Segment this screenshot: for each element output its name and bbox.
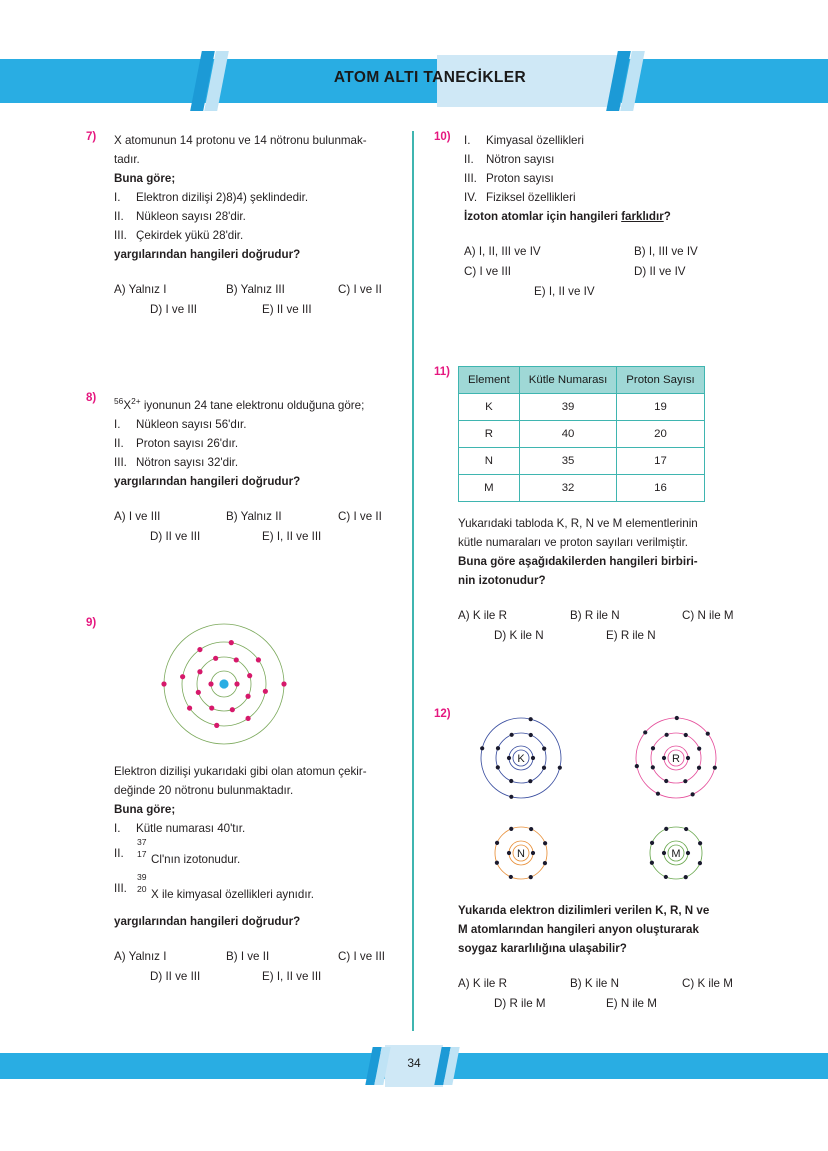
question-12-number: 12) [434,708,451,720]
question-8-charge: 2+ [131,396,141,406]
table-cell-element-r: R [459,421,520,448]
atom-label-n: N [517,848,525,860]
table-row [459,475,705,502]
question-7-stem-line-1: X atomunun 14 protonu ve 14 nötronu bulunmak- [114,134,367,147]
question-10-option-d[interactable]: D) II ve IV [634,265,686,278]
table-cell-proton-m: 16 [617,475,704,502]
table-cell-element-m: M [459,475,520,502]
question-7-item-2-text: Nükleon sayısı 28'dir. [136,210,246,223]
question-12-option-b[interactable]: B) K ile N [570,977,619,990]
question-12-atoms-svg [458,708,758,893]
question-11-question-line-1: Buna göre aşağıdakilerden hangileri birbiri- [458,555,698,568]
question-8-item-2 [114,434,416,453]
question-12-atom-diagrams [458,708,764,893]
question-9-stem-line-1: Elektron dizilişi yukarıdaki gibi olan atomun çekir- [114,764,367,778]
question-7-option-c[interactable]: C) I ve II [338,283,382,296]
question-10-item-3-text: Proton sayısı [486,172,554,185]
page-footer [0,1053,828,1079]
question-10-item-2 [464,150,764,169]
table-cell-mass-r: 40 [519,421,617,448]
question-10-item-1-text: Kimyasal özellikleri [486,134,584,147]
table-cell-mass-n: 35 [519,448,617,475]
question-8-item-2-label: II. [114,436,124,450]
question-7-item-3 [114,226,416,245]
question-7-item-1 [114,188,416,207]
question-11-stem-line-2: kütle numaraları ve proton sayıları verilmiştir. [458,536,689,549]
table-cell-proton-k: 19 [617,394,704,421]
question-9-item-3-isotope [136,871,151,898]
left-column [86,131,416,987]
question-11-stem-line-1: Yukarıdaki tabloda K, R, N ve M elementlerinin [458,517,698,530]
question-8-item-3 [114,453,416,472]
question-12-question-line-2: M atomlarından hangileri anyon oluşturarak [458,923,699,936]
question-8-option-c[interactable]: C) I ve II [338,509,382,523]
question-9-item-2-atomic: 17 [137,848,147,859]
question-8-options [114,507,416,547]
question-8-item-1 [114,415,416,434]
question-11 [434,366,764,646]
question-7-option-a[interactable]: A) Yalnız I [114,283,167,296]
question-9-option-e[interactable]: E) I, II ve III [262,969,322,983]
page-header [0,59,828,103]
question-8-question: yargılarından hangileri doğrudur? [114,474,301,488]
question-7-question: yargılarından hangileri doğrudur? [114,248,301,261]
question-8-option-a[interactable]: A) I ve III [114,509,161,523]
question-9 [86,617,416,987]
question-10-item-3-label: III. [464,172,477,185]
question-8-mass-number: 56 [114,396,124,406]
question-7-item-2 [114,207,416,226]
question-8-item-2-text: Proton sayısı 26'dır. [136,436,239,450]
question-11-option-b[interactable]: B) R ile N [570,609,620,622]
table-header-row [459,367,705,394]
question-12-option-a[interactable]: A) K ile R [458,977,507,990]
question-7-option-b[interactable]: B) Yalnız III [226,283,285,296]
table-header-proton-count: Proton Sayısı [617,367,704,394]
question-9-item-3 [114,871,416,904]
bohr-atom-diagram [152,617,416,752]
question-10-question-post: ? [663,210,671,223]
question-10-option-e[interactable]: E) I, II ve IV [534,285,595,298]
question-10-item-3 [464,169,764,188]
question-11-number: 11) [434,366,450,378]
question-8-option-b[interactable]: B) Yalnız II [226,509,282,523]
table-header-mass-number: Kütle Numarası [519,367,617,394]
question-10-option-c[interactable]: C) I ve III [464,265,512,278]
question-12-question-line-1: Yukarıda elektron dizilimleri verilen K, R, N ve [458,904,710,917]
question-9-item-1 [114,819,416,838]
question-10-item-4 [464,188,764,207]
table-row [459,421,705,448]
question-11-option-e[interactable]: E) R ile N [606,629,656,642]
question-10-options [464,242,764,302]
question-7 [86,131,416,320]
question-10-item-2-text: Nötron sayısı [486,153,555,166]
question-10-question [464,207,764,226]
question-8-item-3-text: Nötron sayısı 32'dir. [136,455,239,469]
question-8-item-3-label: III. [114,455,127,469]
question-8-symbol: X [123,398,132,412]
question-9-item-3-text: X ile kimyasal özellikleri aynıdır. [151,887,315,901]
question-9-option-d[interactable]: D) II ve III [150,969,201,983]
question-9-option-a[interactable]: A) Yalnız I [114,949,167,963]
question-8-option-d[interactable]: D) II ve III [150,529,201,543]
question-9-item-2-mass: 37 [137,836,147,847]
bohr-atom-svg [152,617,322,752]
question-7-options [114,280,416,320]
question-9-item-2-text: Cl'nın izotonudur. [151,852,241,866]
table-cell-mass-k: 39 [519,394,617,421]
page-title: ATOM ALTI TANECİKLER [333,69,527,86]
question-8-option-e[interactable]: E) I, II ve III [262,529,322,543]
question-9-option-b[interactable]: B) I ve II [226,949,270,963]
question-12 [434,708,764,1014]
question-9-item-1-label: I. [114,821,121,835]
table-cell-proton-n: 17 [617,448,704,475]
table-row [459,448,705,475]
table-row [459,394,705,421]
question-7-item-3-text: Çekirdek yükü 28'dir. [136,229,244,242]
page-number: 34 [407,1056,421,1070]
table-cell-mass-m: 32 [519,475,617,502]
question-11-option-d[interactable]: D) K ile N [494,629,544,642]
question-8-item-1-text: Nükleon sayısı 56'dır. [136,417,247,431]
question-10-option-b[interactable]: B) I, III ve IV [634,245,698,258]
question-10-item-2-label: II. [464,153,474,166]
question-9-item-3-label: III. [114,881,127,895]
question-7-stem-line-2: tadır. [114,153,140,166]
question-10-item-1 [464,131,764,150]
question-9-item-2-isotope [136,836,151,863]
question-8-item-1-label: I. [114,417,121,431]
question-9-option-c[interactable]: C) I ve III [338,949,386,963]
question-9-item-3-mass: 39 [137,871,147,882]
question-11-question-line-2: nin izotonudur? [458,574,546,587]
question-10-item-1-label: I. [464,134,471,147]
question-8 [86,392,416,547]
question-12-option-c[interactable]: C) K ile M [682,977,733,990]
question-7-option-e[interactable]: E) II ve III [262,303,312,316]
question-10-item-4-text: Fiziksel özellikleri [486,191,576,204]
question-12-option-e[interactable]: E) N ile M [606,997,657,1010]
question-10-question-pre: İzoton atomlar için hangileri [464,210,622,223]
question-9-item-2-label: II. [114,846,124,860]
table-cell-element-k: K [459,394,520,421]
question-9-item-1-text: Kütle numarası 40'tır. [136,821,246,835]
question-12-options [458,974,764,1014]
question-11-options [458,606,764,646]
question-7-item-3-label: III. [114,229,127,242]
question-9-item-3-atomic: 20 [137,883,147,894]
question-10 [434,131,764,302]
question-10-question-emphasis: farklıdır [621,210,664,223]
question-12-question-line-3: soygaz kararlılığına ulaşabilir? [458,942,627,955]
table-header-element: Element [459,367,520,394]
question-9-number: 9) [86,616,97,629]
table-cell-element-n: N [459,448,520,475]
table-cell-proton-r: 20 [617,421,704,448]
question-10-option-a[interactable]: A) I, II, III ve IV [464,245,541,258]
atom-label-k: K [517,753,525,765]
right-column [434,131,764,1014]
question-8-stem [114,392,416,415]
element-data-table [458,366,705,502]
question-8-number: 8) [86,392,97,404]
question-11-option-c[interactable]: C) N ile M [682,609,734,622]
atom-label-m: M [671,848,681,860]
atom-label-r: R [672,753,680,765]
question-9-question: yargılarından hangileri doğrudur? [114,914,301,928]
question-9-options [114,947,416,987]
question-7-number: 7) [86,131,97,143]
question-7-item-1-label: I. [114,191,121,204]
question-7-prompt: Buna göre; [114,172,176,185]
question-8-stem-rest: iyonunun 24 tane elektronu olduğuna göre; [140,398,365,412]
question-7-item-2-label: II. [114,210,124,223]
question-9-prompt: Buna göre; [114,802,176,816]
question-12-option-d[interactable]: D) R ile M [494,997,546,1010]
question-10-item-4-label: IV. [464,191,478,204]
question-7-option-d[interactable]: D) I ve III [150,303,198,316]
question-10-number: 10) [434,131,451,143]
question-9-item-2 [114,836,416,869]
question-11-option-a[interactable]: A) K ile R [458,609,507,622]
question-9-stem-line-2: değinde 20 nötronu bulunmaktadır. [114,783,294,797]
question-7-item-1-text: Elektron dizilişi 2)8)4) şeklindedir. [136,191,309,204]
